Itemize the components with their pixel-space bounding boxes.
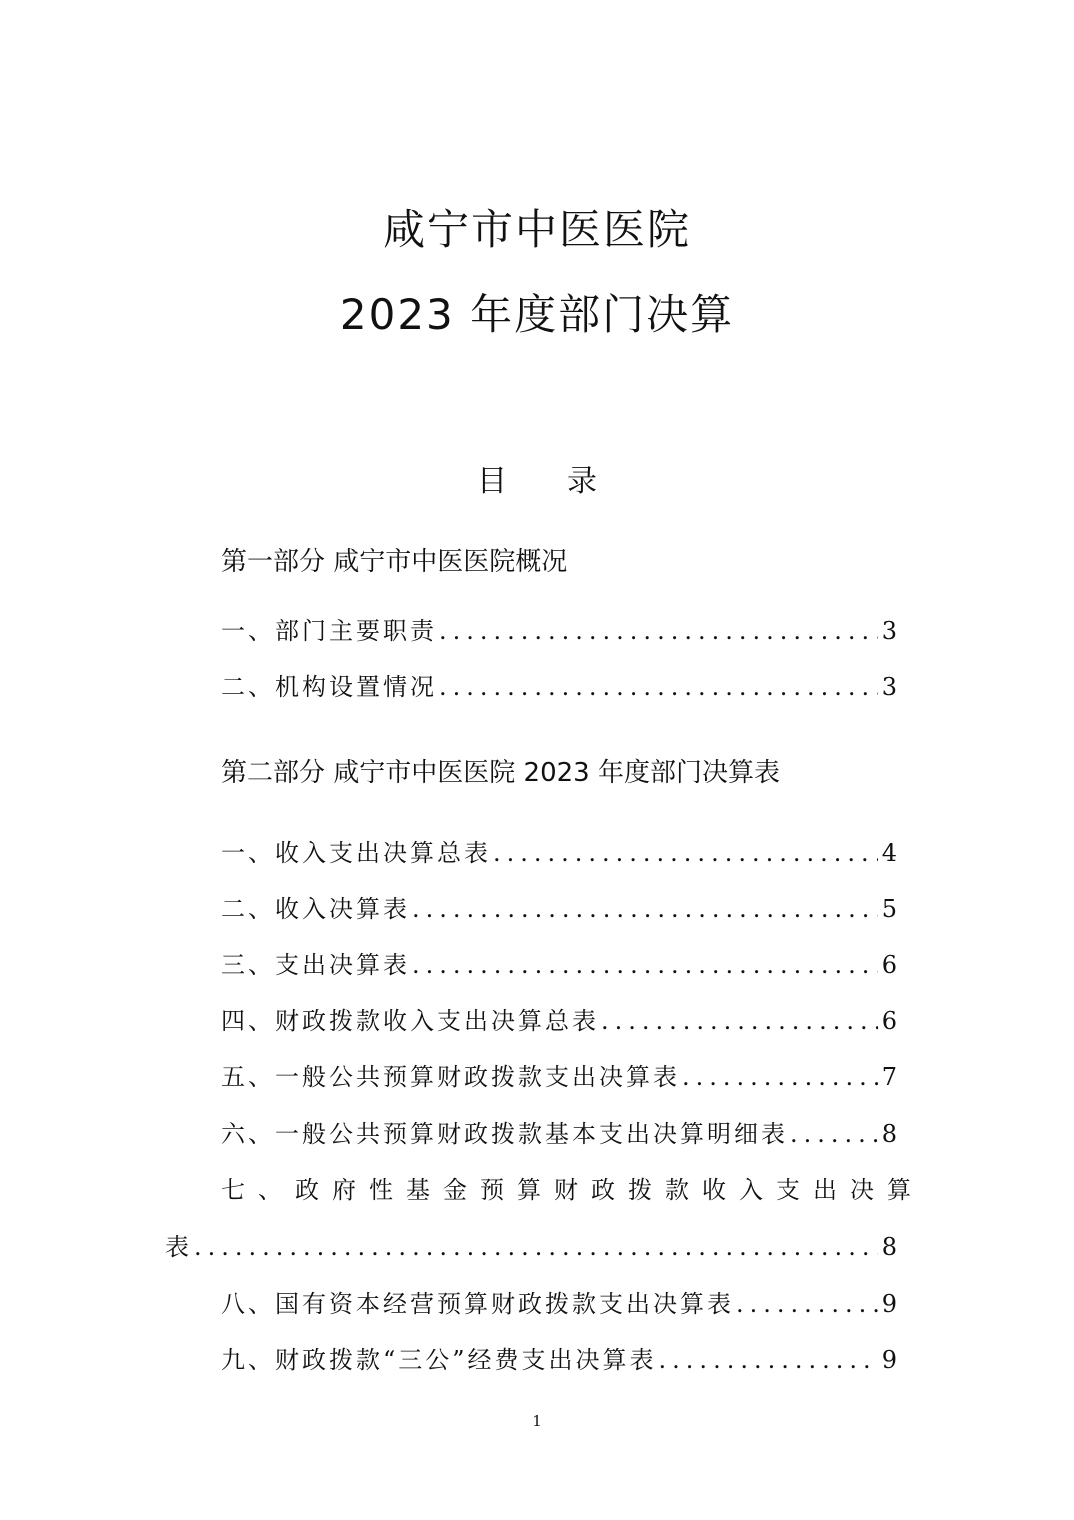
toc-entry-label: 六、一般公共预算财政拨款基本支出决算明细表 bbox=[221, 1120, 788, 1148]
document-title-line1: 咸宁市中医医院 bbox=[382, 205, 691, 254]
toc-entry[interactable] bbox=[221, 1004, 897, 1038]
toc-entry-label: 四、财政拨款收入支出决算总表 bbox=[221, 1007, 599, 1035]
toc-part2-heading[interactable]: 第二部分 咸宁市中医医院 2023 年度部门决算表 bbox=[221, 758, 780, 788]
toc-entry[interactable] bbox=[221, 1287, 897, 1321]
toc-entry-label: 二、收入决算表 bbox=[221, 895, 410, 923]
toc-entry-label-char: 算 bbox=[887, 1176, 911, 1204]
toc-entry-label-char: 七 bbox=[221, 1176, 245, 1204]
toc-entry-label-char: 收 bbox=[702, 1176, 726, 1204]
toc-leader-dots bbox=[412, 948, 878, 982]
toc-entry-page: 7 bbox=[881, 1063, 897, 1091]
toc-entry-page: 9 bbox=[881, 1290, 897, 1318]
document-title-line2: 2023 年度部门决算 bbox=[339, 290, 735, 339]
toc-entry-wrapped-first-line[interactable] bbox=[221, 1173, 911, 1207]
toc-entry[interactable] bbox=[221, 1060, 897, 1094]
toc-entry-label: 二、机构设置情况 bbox=[221, 673, 437, 701]
toc-entry-label-char: 出 bbox=[813, 1176, 837, 1204]
toc-entry-wrapped-second-line[interactable] bbox=[165, 1230, 897, 1264]
toc-leader-dots bbox=[601, 1004, 878, 1038]
toc-entry-page: 6 bbox=[881, 951, 897, 979]
toc-entry[interactable] bbox=[221, 892, 897, 926]
toc-entry-label-char: 、 bbox=[258, 1176, 282, 1204]
toc-entry-label-char: 拨 bbox=[628, 1176, 652, 1204]
toc-entry[interactable] bbox=[221, 836, 897, 870]
toc-entry-label-char: 款 bbox=[665, 1176, 689, 1204]
toc-entry-page: 8 bbox=[881, 1233, 897, 1261]
toc-leader-dots bbox=[682, 1060, 878, 1094]
toc-entry-label: 八、国有资本经营预算财政拨款支出决算表 bbox=[221, 1290, 734, 1318]
toc-entry[interactable] bbox=[221, 614, 897, 648]
toc-entry-label-char: 支 bbox=[776, 1176, 800, 1204]
toc-entry-label-char: 府 bbox=[332, 1176, 356, 1204]
toc-entry-label-char: 算 bbox=[517, 1176, 541, 1204]
toc-entry-label-char: 财 bbox=[554, 1176, 578, 1204]
toc-entry-label: 一、部门主要职责 bbox=[221, 617, 437, 645]
toc-entry-page: 6 bbox=[881, 1007, 897, 1035]
toc-entry-label-char: 政 bbox=[591, 1176, 615, 1204]
toc-entry-label-char: 政 bbox=[295, 1176, 319, 1204]
toc-entry[interactable] bbox=[221, 670, 897, 704]
toc-entry-label-char: 基 bbox=[406, 1176, 430, 1204]
toc-entry-label-continuation: 表 bbox=[165, 1233, 192, 1261]
toc-entry-page: 8 bbox=[881, 1120, 897, 1148]
toc-entry-label-char: 决 bbox=[850, 1176, 874, 1204]
toc-entry-label: 三、支出决算表 bbox=[221, 951, 410, 979]
toc-leader-dots bbox=[194, 1230, 878, 1264]
toc-entry-page: 3 bbox=[881, 673, 897, 701]
toc-leader-dots bbox=[790, 1117, 878, 1151]
toc-entry-label-char: 性 bbox=[369, 1176, 393, 1204]
toc-entry-label-char: 金 bbox=[443, 1176, 467, 1204]
toc-entry-label: 一、收入支出决算总表 bbox=[221, 839, 491, 867]
toc-entry-label: 五、一般公共预算财政拨款支出决算表 bbox=[221, 1063, 680, 1091]
toc-entry-label: 九、财政拨款“三公”经费支出决算表 bbox=[221, 1346, 657, 1374]
toc-leader-dots bbox=[659, 1343, 878, 1377]
toc-entry-page: 9 bbox=[881, 1346, 897, 1374]
toc-entry-label-char: 预 bbox=[480, 1176, 504, 1204]
toc-entry[interactable] bbox=[221, 1117, 897, 1151]
toc-leader-dots bbox=[493, 836, 878, 870]
footer-page-number: 1 bbox=[532, 1412, 542, 1430]
toc-leader-dots bbox=[736, 1287, 878, 1321]
toc-entry-page: 5 bbox=[881, 895, 897, 923]
toc-heading: 目录 bbox=[477, 464, 657, 499]
toc-entry-label-char: 入 bbox=[739, 1176, 763, 1204]
toc-leader-dots bbox=[412, 892, 878, 926]
toc-entry[interactable] bbox=[221, 948, 897, 982]
toc-leader-dots bbox=[439, 670, 878, 704]
toc-entry-page: 3 bbox=[881, 617, 897, 645]
toc-part1-heading[interactable]: 第一部分 咸宁市中医医院概况 bbox=[221, 547, 568, 577]
toc-entry[interactable] bbox=[221, 1343, 897, 1377]
toc-entry-page: 4 bbox=[881, 839, 897, 867]
toc-entry-label bbox=[221, 1173, 911, 1207]
toc-leader-dots bbox=[439, 614, 878, 648]
